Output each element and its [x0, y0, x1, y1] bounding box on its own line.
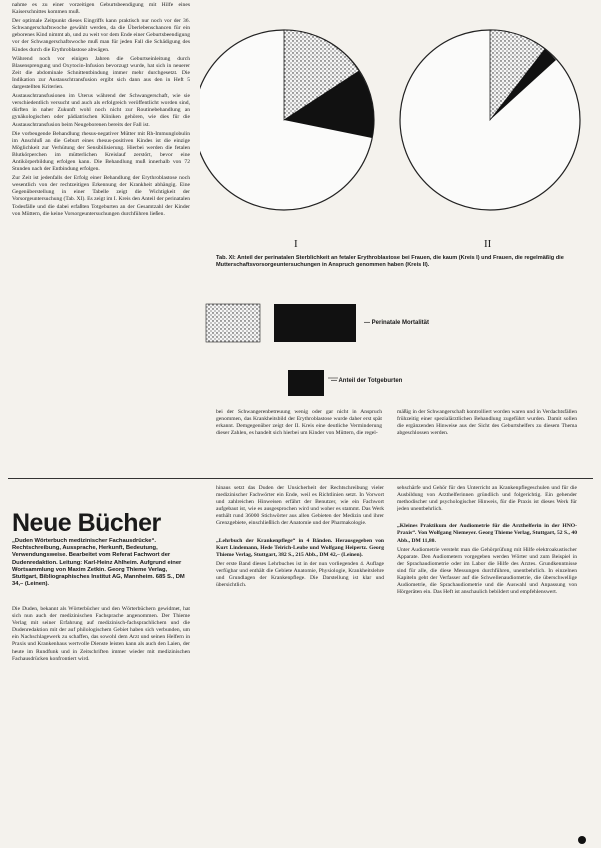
paragraph: Austauschtransfusionen im Uterus während der Schwangerschaft, wie sie verschiedentlich versucht und auch als erfolgreich veröffentlicht worden sind, dürften in naher Zukunft wohl noch nicht zur Routinebehandlung an gynäkologischen oder pädiatrischen Kliniken gehören, wie dies für die Austauschtransfusion beim Neugeborenen bereits der Fall ist. [12, 93, 190, 128]
paragraph: Der erste Band dieses Lehrbuches ist in der nun vorliegenden 4. Auflage verfügbar und enthält die Gebiete Anatomie, Physiologie, Krankheitslehre und Grundlagen der Krankenpflege. Die Darstellung ist klar und übersichtlich. [216, 560, 384, 589]
article-column-1 [12, 2, 190, 412]
legend-label-totgeburten: — Anteil der Totgeburten [331, 378, 403, 384]
section-heading: Neue Bücher [12, 509, 161, 537]
paragraph: Während noch vor einigen Jahren die Geburtseinleitung durch Blasensprengung und Oxytocin-Infusion bevorzugt wurde, hat sich in neuerer Zeit die abdominale Schnittentbindung immer mehr durchgesetzt. Die Indikation zur Austauschtransfusion ergibt sich dann aus den in Heft 5 dargestellten Kriterien. [12, 55, 190, 91]
legend-swatch-dark-small [288, 370, 324, 396]
pie-chart-ii [400, 30, 580, 210]
review-column-3 [397, 485, 577, 845]
paragraph: Die Duden, bekannt als Wörterbücher und den Wörterbüchern gewidmet, hat sich nun auch der medizinischen Fachsprache angenommen. Der Thieme Verlag mit seiner Erfahrung auf medizinisch-fachsprachlichem und die Dudenredaktion mit der auf philologischem Gebiet haben sich verbunden, um ein Nachschlagewerk zu schaffen, das sowohl dem Arzt und seinen Helfern in Praxis und Krankenhaus wertvolle Dienste leisten kann als auch den Laien, der heute im Rundfunk und in Zeitschriften immer wieder mit medizinischen Fachausdrücken konfrontiert wird. [12, 606, 190, 662]
article-column-3 [397, 409, 577, 471]
legend-swatch-dotted [206, 304, 260, 342]
legend-label-perinatal: — Perinatale Mortalität [364, 320, 430, 326]
paragraph: nahme es zu einer vorzeitigen Geburtsbeendigung mit Hilfe eines Kaiserschnittes kommen muß. [12, 2, 190, 16]
end-mark-icon [578, 836, 586, 844]
book-reference-2: „Lehrbuch der Krankenpflege“ in 4 Bänden. Herausgegeben von Kurt Lindemann, Hede Teirich-Leube und Wolfgang Heipertz. Georg Thieme Verlag, Stuttgart, 382 S., 215 Abb., DM 42,– (Leinen). [216, 537, 384, 558]
book-reference-3: „Kleines Praktikum der Audiometrie für die Arzthelferin in der HNO-Praxis“. Von Wolfgang Niemeyer. Georg Thieme Verlag, Stuttgart, 52 S., 40 Abb., DM 11,80. [397, 523, 577, 544]
review-column-2 [216, 485, 384, 845]
paragraph: Unter Audiometrie versteht man die Gehörprüfung mit Hilfe elektroakustischer Apparate. Den Audiometern vorgegeben werden Wörter und zum Beispiel in der Sprachaudiometrie oder im Labor die Hilfe des Arztes. Grundkenntnisse sind für alle, die diese Messungen durchführen, unentbehrlich. In einzelnen Kapiteln geht der Verfasser auf die Schwellenaudiometrie, die überschwellige Audiometrie, die Sprachaudiometrie und die Auswahl und Anpassung von Hörgeräten ein. Das Heft ist anschaulich bebildert und empfehlenswert. [397, 546, 577, 596]
figure-caption: Tab. XI: Anteil der perinatalen Sterblichkeit an fetaler Erythroblastose bei Frauen, die kaum (Kreis I) und Frauen, die regelmäßig die Mutterschaftsvorsorgeuntersuchungen in Anspruch genommen haben (Kreis II). [216, 255, 564, 268]
pie-label-ii: II [484, 238, 492, 250]
pie-chart-i [200, 30, 374, 210]
paragraph: Die vorbeugende Behandlung rhesus-negativer Mütter mit Rh-Immunglobulin im Anschluß an die Geburt eines rhesus-positiven Kindes ist die einzige Möglichkeit zur Verhütung der Sensibilisierung. Hierbei werden die fetalen Blutkörperchen im mütterlichen Kreislauf zerstört, bevor eine Antikörperbildung erfolgen kann. Die Behandlung muß innerhalb von 72 Stunden nach der Entbindung erfolgen. [12, 130, 190, 173]
paragraph: Der optimale Zeitpunkt dieses Eingriffs kann praktisch nur noch vor der 36. Schwangerschaftswoche gewählt werden, da die Überlebenschancen für ein geborenes Kind nimmt ab, und zu weit vor dem Ende einer Geburtsbeendigung vor der Schwangerschaftswoche muß man für jeden Fall die Schädigung des Kindes durch die Erythroblastose abwägen. [12, 18, 190, 53]
paragraph: mäßig in der Schwangerschaft kontrolliert worden waren und in Verdachtsfällen frühzeitig einer spezialärztlichen Behandlung zugeführt wurden. Damit sollen die ergänzenden Hinweise aus der Sicht des Geburtshelfers zu diesem Thema abgeschlossen werden. [397, 409, 577, 437]
pie-label-i: I [294, 238, 298, 250]
section-divider [8, 478, 593, 479]
figure-pie-charts [200, 0, 601, 420]
review-column-1 [12, 606, 190, 846]
legend-swatch-dark-large [274, 304, 356, 342]
book-reference-1: „Duden Wörterbuch medizinischer Fachausdrücke“. Rechtschreibung, Aussprache, Herkunft, Bedeutung, Verwendungsweise. Bearbeitet vom Referat Fachwort der Dudenredaktion. Leitung: Karl-Heinz Ahlheim. Aufgrund einer Wortsammlung von Maxim Zetkin. Georg Thieme Verlag, Stuttgart, Bibliographisches Institut AG, Mannheim. 685 S., DM 34,– (Leinen). [12, 538, 185, 588]
paragraph: sehschärfe und Gehör für den Unterricht an Krankenpflegeschulen und für die Ausbildung von Arzthelferinnen gründlich und folgerichtig. Ein gehender methodischer und psychologischer Hinweis, für die Praxis ist dieses Werk für jeden unentbehrlich. [397, 485, 577, 513]
paragraph: hinaus setzt das Duden der Unsicherheit der Rechtschreibung vieler medizinischer Fachwörter ein Ende, weil es Richtlinien setzt. In Vorwort und zahlreichen Hinweisen erfährt der Benutzer, wie ein Fachwort aufgebaut ist, wie es ausgesprochen wird und woher es stammt. Das Werk enthält rund 36000 Stichwörter aus allen Gebieten der Medizin und ihrer Grenzgebiete, einschließlich der Anatomie und der Pharmakologie. [216, 485, 384, 527]
article-column-2 [216, 409, 382, 471]
paragraph: bei der Schwangerenbetreuung wenig oder gar nicht in Anspruch genommen, das Krankheitsbild der Erythroblastose wurde daher erst spät erkannt. Demgegenüber zeigt der II. Kreis eine deutliche Verminderung dieser Zahlen, es handelt sich hierbei um Kinder von Müttern, die regel- [216, 409, 382, 437]
paragraph: Zur Zeit ist jedenfalls der Erfolg einer Behandlung der Erythroblastose noch wesentlich von der rechtzeitigen Erkennung der Krankheit abhängig. Eine Gegenüberstellung in einer Tabelle zeigt die Wichtigkeit der Vorsorgeuntersuchung (Tab. XI). Es zeigt im I. Kreis den Anteil der perinatalen Todesfälle und die dabei erfaßten Totgeburten an der Gesamtzahl der Kinder von Müttern, die keine Vorsorgeuntersuchungen durchführen ließen. [12, 175, 190, 217]
